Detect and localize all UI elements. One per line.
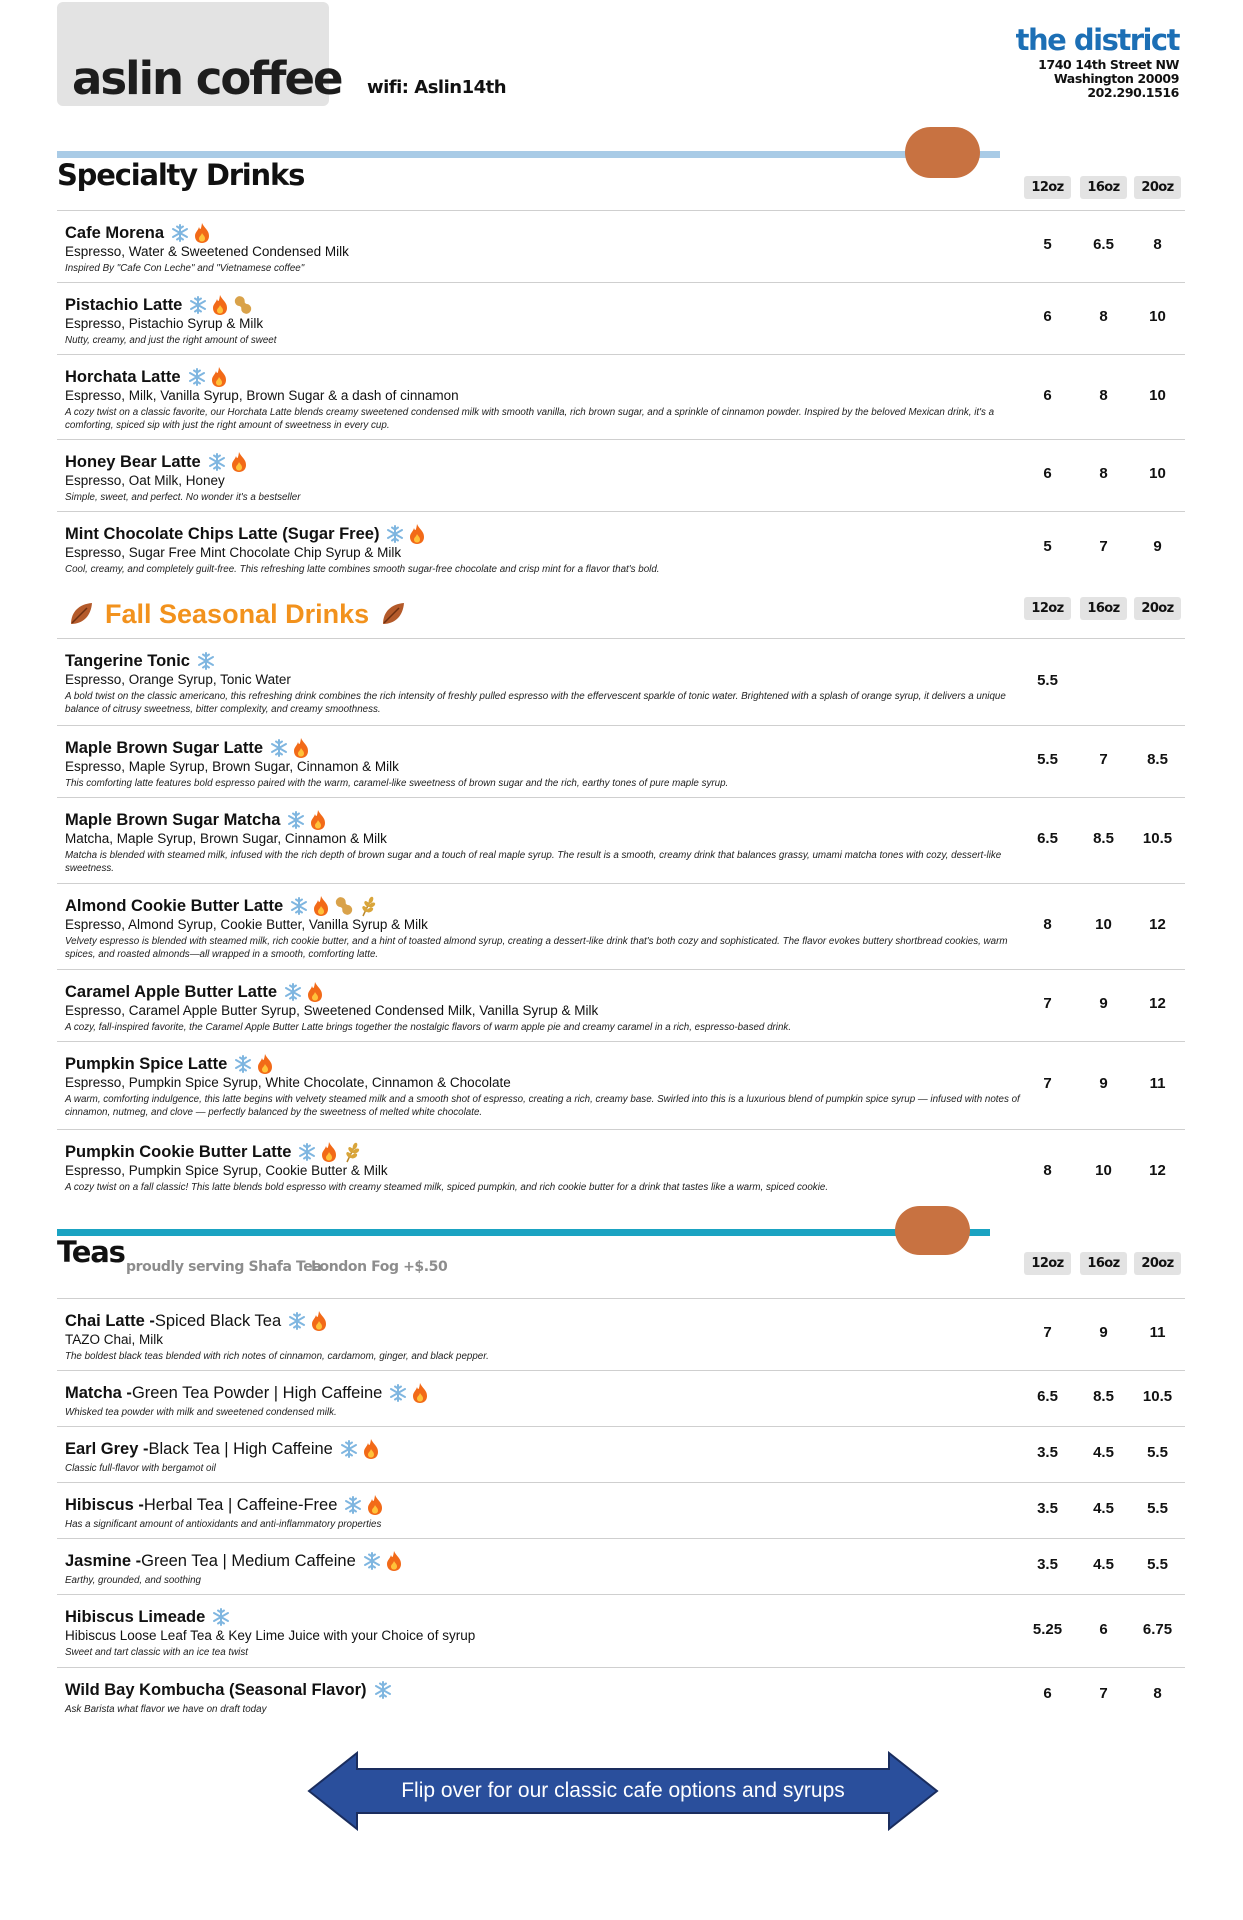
item-name: Jasmine - [65, 1552, 142, 1570]
item-icons [339, 1438, 381, 1460]
item-icons [373, 1680, 393, 1700]
item-icons [362, 1550, 404, 1572]
item-name-line [65, 1438, 1025, 1460]
item-name: Cafe Morena [65, 224, 165, 242]
menu-item-text [65, 650, 1025, 716]
item-name-line [65, 1679, 1025, 1701]
item-icons [343, 1494, 385, 1516]
peanut-icon [333, 895, 355, 917]
item-price-16oz: 4.5 [1093, 1444, 1114, 1461]
item-price-16oz: 7 [1099, 537, 1108, 555]
leaf-icon [67, 600, 95, 628]
item-icons [170, 222, 212, 244]
item-name: Tangerine Tonic [65, 652, 190, 670]
snowflake-icon [339, 1439, 359, 1459]
item-name: Honey Bear Latte [65, 453, 201, 471]
item-name: Mint Chocolate Chips Latte (Sugar Free) [65, 525, 380, 543]
specialty-title: Specialty Drinks [57, 158, 305, 192]
item-price-20oz: 12 [1149, 995, 1166, 1012]
item-name: Maple Brown Sugar Latte [65, 739, 264, 757]
london-fog-note: London Fog +$.50 [311, 1259, 448, 1275]
district-brand: the district [1015, 23, 1179, 57]
fire-icon [384, 1550, 404, 1572]
specialty-accent-pill [905, 127, 980, 178]
item-name: Matcha - [65, 1384, 132, 1402]
menu-item-text [65, 809, 1025, 875]
item-ingredients: Espresso, Pumpkin Spice Syrup, White Chocolate, Cinnamon & Chocolate [65, 1075, 511, 1090]
menu-item-text [65, 1606, 1025, 1659]
item-icons [289, 895, 379, 917]
size-label: 12oz [1024, 597, 1071, 620]
menu-item [57, 1426, 1185, 1482]
item-price-16oz: 8.5 [1093, 1388, 1114, 1405]
item-price-16oz: 10 [1095, 1162, 1112, 1179]
menu-item [57, 1667, 1185, 1723]
menu-item [57, 439, 1185, 511]
item-price-12oz: 6 [1043, 386, 1052, 404]
teas-title: Teas [57, 1235, 125, 1269]
item-icons [207, 451, 249, 473]
menu-item-text [65, 737, 1025, 790]
menu-item-text [65, 222, 1025, 275]
item-description: Nutty, creamy, and just the right amount of sweet [65, 335, 277, 346]
item-price-12oz: 6 [1043, 1685, 1052, 1702]
item-icons [233, 1053, 275, 1075]
fire-icon [229, 451, 249, 473]
wheat-icon [357, 895, 379, 917]
snowflake-icon [373, 1680, 393, 1700]
snowflake-icon [269, 738, 289, 758]
fire-icon [305, 981, 325, 1003]
item-ingredients: TAZO Chai, Milk [65, 1332, 164, 1347]
snowflake-icon [385, 524, 405, 544]
menu-item [57, 1482, 1185, 1538]
teas-divider-bar [57, 1229, 990, 1236]
item-price-20oz: 10 [1149, 308, 1166, 325]
logo: aslin coffee [72, 52, 342, 105]
size-label: 20oz [1134, 176, 1181, 199]
item-icons [283, 981, 325, 1003]
item-price-12oz: 8 [1043, 1162, 1052, 1179]
fire-icon [311, 895, 331, 917]
item-description: Velvety espresso is blended with steamed milk, rich cookie butter, and a hint of toasted almond syrup, creating a dessert-like drink that's both cozy and sophisticated. The flavor evokes buttery shortbread cookies, warm spices, and roasted almonds—all wrapped in a smooth, comforting latte. [65, 936, 1008, 960]
item-price-12oz: 7 [1043, 995, 1052, 1012]
item-price-16oz: 8.5 [1093, 830, 1114, 847]
item-ingredients: Espresso, Orange Syrup, Tonic Water [65, 672, 291, 687]
fire-icon [410, 1382, 430, 1404]
item-price-12oz: 8 [1043, 916, 1052, 933]
item-price-12oz: 7 [1043, 1075, 1052, 1092]
item-price-12oz: 5.5 [1037, 751, 1058, 768]
fire-icon [192, 222, 212, 244]
item-icons [211, 1607, 231, 1627]
item-name-line [65, 650, 1025, 672]
menu-item-text [65, 451, 1025, 504]
menu-item [57, 1370, 1185, 1426]
item-price-20oz: 12 [1149, 1162, 1166, 1179]
menu-item-text [65, 1382, 1025, 1419]
item-ingredients: Espresso, Milk, Vanilla Syrup, Brown Sugar & a dash of cinnamon [65, 388, 459, 403]
item-icons [188, 294, 254, 316]
item-price-16oz: 8 [1099, 308, 1108, 325]
item-name-line [65, 222, 1025, 244]
item-name: Caramel Apple Butter Latte [65, 983, 278, 1001]
menu-item [57, 1538, 1185, 1594]
item-price-16oz: 8 [1099, 386, 1108, 404]
item-price-20oz: 11 [1149, 1075, 1166, 1092]
item-name-line [65, 294, 1025, 316]
item-description: A cozy twist on a fall classic! This latte blends bold espresso with creamy steamed milk, spiced pumpkin, and rich cookie butter for a drink that tastes like a warm, spiced cookie. [65, 1182, 829, 1193]
item-name: Horchata Latte [65, 368, 181, 386]
item-icons [196, 651, 216, 671]
item-ingredients: Espresso, Pumpkin Spice Syrup, Cookie Butter & Milk [65, 1163, 388, 1178]
snowflake-icon [211, 1607, 231, 1627]
snowflake-icon [388, 1383, 408, 1403]
fire-icon [319, 1141, 339, 1163]
item-tea-type: Spiced Black Tea [154, 1312, 282, 1330]
item-tea-type: Black Tea | High Caffeine [148, 1440, 333, 1458]
item-price-12oz: 6.5 [1037, 1388, 1058, 1405]
item-tea-type: Green Tea | Medium Caffeine [141, 1552, 356, 1570]
item-name-line [65, 366, 1025, 388]
item-price-12oz: 6.5 [1037, 830, 1058, 847]
menu-item-text [65, 981, 1025, 1034]
menu-item-text [65, 1141, 1025, 1194]
fire-icon [209, 366, 229, 388]
flip-over-banner [307, 1751, 939, 1831]
item-description: Has a significant amount of antioxidants and anti-inflammatory properties [65, 1519, 382, 1530]
item-icons [187, 366, 229, 388]
size-label: 20oz [1134, 597, 1181, 620]
item-description: Cool, creamy, and completely guilt-free. This refreshing latte combines smooth sugar-free chocolate and crisp mint for a flavor that's bold. [65, 564, 660, 575]
item-name-line [65, 1382, 1025, 1404]
snowflake-icon [188, 295, 208, 315]
item-description: Classic full-flavor with bergamot oil [65, 1463, 216, 1474]
item-description: Matcha is blended with steamed milk, infused with the rich depth of brown sugar and a touch of real maple syrup. The result is a smooth, creamy drink that balances grassy, umami matcha tones with cozy, dessert-like sweetness. [65, 850, 1002, 874]
flip-over-text: Flip over for our classic cafe options and syrups [401, 1779, 845, 1802]
teas-subtitle: proudly serving Shafa Tea [126, 1259, 322, 1275]
item-name: Maple Brown Sugar Matcha [65, 811, 281, 829]
item-ingredients: Espresso, Almond Syrup, Cookie Butter, Vanilla Syrup & Milk [65, 917, 428, 932]
fire-icon [365, 1494, 385, 1516]
item-description: Earthy, grounded, and soothing [65, 1575, 201, 1586]
item-description: Whisked tea powder with milk and sweetened condensed milk. [65, 1407, 337, 1418]
fire-icon [308, 809, 328, 831]
snowflake-icon [170, 223, 190, 243]
fire-icon [210, 294, 230, 316]
item-ingredients: Espresso, Maple Syrup, Brown Sugar, Cinnamon & Milk [65, 759, 399, 774]
item-price-20oz: 10.5 [1142, 830, 1173, 847]
item-price-20oz: 5.5 [1147, 1500, 1168, 1517]
item-name-line [65, 981, 1025, 1003]
menu-item [57, 210, 1185, 282]
menu-item-text [65, 1494, 1025, 1531]
item-description: Simple, sweet, and perfect. No wonder it's a bestseller [65, 492, 301, 503]
item-name: Wild Bay Kombucha (Seasonal Flavor) [65, 1681, 367, 1699]
item-ingredients: Matcha, Maple Syrup, Brown Sugar, Cinnamon & Milk [65, 831, 387, 846]
phone-number: 202.290.1516 [1087, 85, 1179, 100]
item-tea-type: Herbal Tea | Caffeine-Free [143, 1496, 338, 1514]
snowflake-icon [286, 810, 306, 830]
fire-icon [309, 1310, 329, 1332]
menu-item [57, 638, 1185, 725]
item-price-12oz: 5 [1043, 537, 1052, 555]
snowflake-icon [283, 982, 303, 1002]
item-name-line [65, 1141, 1025, 1163]
menu-item [57, 1298, 1185, 1370]
item-name-line [65, 523, 1025, 545]
item-price-12oz: 3.5 [1037, 1556, 1058, 1573]
item-price-16oz: 6 [1099, 1620, 1108, 1638]
item-description: A cozy twist on a classic favorite, our Horchata Latte blends creamy sweetened condensed milk with smooth vanilla, rich brown sugar, and a sprinkle of cinnamon powder. Inspired by the beloved Mexican drink, it's a comforting, spiced sip with just the right amount of sweetness in every cup. [65, 407, 995, 431]
item-price-20oz: 11 [1149, 1324, 1166, 1341]
item-ingredients: Espresso, Caramel Apple Butter Syrup, Sweetened Condensed Milk, Vanilla Syrup & Milk [65, 1003, 599, 1018]
item-price-16oz: 10 [1095, 916, 1112, 933]
menu-item [57, 797, 1185, 883]
menu-item-text [65, 294, 1025, 347]
menu-item [57, 282, 1185, 354]
size-label: 20oz [1134, 1252, 1181, 1275]
item-name-line [65, 737, 1025, 759]
menu-item-text [65, 1679, 1025, 1716]
item-price-16oz: 9 [1099, 995, 1108, 1012]
address-line2: Washington 20009 [1053, 71, 1179, 86]
snowflake-icon [297, 1142, 317, 1162]
item-name-line [65, 1606, 1025, 1628]
item-price-12oz: 7 [1043, 1324, 1052, 1341]
item-price-12oz: 3.5 [1037, 1500, 1058, 1517]
leaf-icon [379, 600, 407, 628]
fall-title: Fall Seasonal Drinks [105, 598, 370, 629]
menu-item-text [65, 1550, 1025, 1587]
menu-item [57, 354, 1185, 439]
item-price-12oz: 5 [1043, 236, 1052, 253]
item-description: A bold twist on the classic americano, this refreshing drink combines the rich intensity of freshly pulled espresso with the effervescent sparkle of tonic water. Brightened with a splash of orange syrup, it delivers a unique balance of citrusy sweetness, bitter complexity, and creamy smoothness. [65, 691, 1006, 715]
item-ingredients: Espresso, Water & Sweetened Condensed Milk [65, 244, 349, 259]
item-name: Hibiscus Limeade [65, 1608, 206, 1626]
size-label: 16oz [1080, 176, 1127, 199]
item-description: Ask Barista what flavor we have on draft today [65, 1704, 267, 1715]
item-price-20oz: 10.5 [1142, 1388, 1173, 1405]
item-price-20oz: 8 [1153, 1685, 1162, 1702]
address-line1: 1740 14th Street NW [1038, 57, 1179, 72]
item-price-12oz: 3.5 [1037, 1444, 1058, 1461]
snowflake-icon [287, 1311, 307, 1331]
item-description: A warm, comforting indulgence, this latte begins with velvety steamed milk and a smooth shot of espresso, creating a rich, creamy base. Swirled into this is a luxurious blend of pumpkin spice syrup — infused with notes of cinnamon, nutmeg, and clove — perfectly balanced by the sweetness of melted white chocolate. [65, 1094, 1020, 1118]
item-name: Pumpkin Spice Latte [65, 1055, 228, 1073]
item-ingredients: Espresso, Pistachio Syrup & Milk [65, 316, 264, 331]
item-price-12oz: 6 [1043, 465, 1052, 482]
wifi-label: wifi: Aslin14th [367, 77, 507, 98]
item-icons [287, 1310, 329, 1332]
menu-item-text [65, 1438, 1025, 1475]
item-name-line [65, 451, 1025, 473]
item-price-16oz: 7 [1099, 1685, 1108, 1702]
item-price-20oz: 10 [1149, 386, 1166, 404]
item-name-line [65, 1310, 1025, 1332]
menu-item-text [65, 523, 1025, 576]
item-price-20oz: 10 [1149, 465, 1166, 482]
item-price-16oz: 4.5 [1093, 1556, 1114, 1573]
menu-item [57, 1041, 1185, 1129]
fire-icon [255, 1053, 275, 1075]
size-label: 16oz [1080, 597, 1127, 620]
item-price-16oz: 9 [1099, 1075, 1108, 1092]
item-description: Inspired By "Cafe Con Leche" and "Vietnamese coffee" [65, 263, 305, 274]
district-info [1016, 22, 1179, 100]
item-name: Hibiscus - [65, 1496, 144, 1514]
size-label: 16oz [1080, 1252, 1127, 1275]
item-tea-type: Green Tea Powder | High Caffeine [131, 1384, 383, 1402]
item-name: Almond Cookie Butter Latte [65, 897, 284, 915]
item-name-line [65, 895, 1025, 917]
item-name: Chai Latte - [65, 1312, 155, 1330]
item-name: Pumpkin Cookie Butter Latte [65, 1143, 292, 1161]
menu-item-text [65, 366, 1025, 432]
item-description: Sweet and tart classic with an ice tea twist [65, 1647, 248, 1658]
menu-item [57, 1129, 1185, 1215]
snowflake-icon [196, 651, 216, 671]
item-name-line [65, 809, 1025, 831]
item-icons [286, 809, 328, 831]
fall-title-group [67, 594, 407, 634]
snowflake-icon [187, 367, 207, 387]
item-icons [388, 1382, 430, 1404]
menu-item [57, 725, 1185, 797]
item-price-20oz: 8 [1153, 236, 1162, 253]
wheat-icon [341, 1141, 363, 1163]
item-ingredients: Espresso, Sugar Free Mint Chocolate Chip Syrup & Milk [65, 545, 402, 560]
menu-item [57, 1594, 1185, 1667]
item-price-20oz: 5.5 [1147, 1444, 1168, 1461]
item-price-16oz: 7 [1099, 751, 1108, 768]
menu-item-text [65, 1053, 1025, 1119]
item-name-line [65, 1053, 1025, 1075]
fire-icon [361, 1438, 381, 1460]
item-description: A cozy, fall-inspired favorite, the Caramel Apple Butter Latte brings together the nostalgic flavors of warm apple pie and creamy caramel in a rich, espresso-based drink. [65, 1022, 792, 1033]
item-price-20oz: 12 [1149, 916, 1166, 933]
item-price-20oz: 8.5 [1147, 751, 1168, 768]
item-ingredients: Espresso, Oat Milk, Honey [65, 473, 225, 488]
item-price-12oz: 5.25 [1032, 1620, 1063, 1638]
fire-icon [291, 737, 311, 759]
item-description: This comforting latte features bold espresso paired with the warm, caramel-like sweetness of brown sugar and the rich, earthy tones of pure maple syrup. [65, 778, 729, 789]
item-icons [297, 1141, 363, 1163]
snowflake-icon [343, 1495, 363, 1515]
snowflake-icon [207, 452, 227, 472]
item-price-16oz: 6.5 [1093, 236, 1114, 253]
size-label: 12oz [1024, 1252, 1071, 1275]
item-price-20oz: 9 [1153, 537, 1162, 555]
item-price-12oz: 6 [1043, 308, 1052, 325]
item-price-12oz: 5.5 [1037, 671, 1058, 689]
snowflake-icon [362, 1551, 382, 1571]
item-price-16oz: 8 [1099, 465, 1108, 482]
item-price-20oz: 6.75 [1142, 1620, 1173, 1638]
menu-item-text [65, 895, 1025, 961]
item-name: Pistachio Latte [65, 296, 183, 314]
menu-item [57, 511, 1185, 584]
item-price-16oz: 4.5 [1093, 1500, 1114, 1517]
item-description: The boldest black teas blended with rich notes of cinnamon, cardamom, ginger, and black pepper. [65, 1351, 489, 1362]
menu-item [57, 883, 1185, 969]
item-icons [385, 523, 427, 545]
item-name-line [65, 1494, 1025, 1516]
menu-item-text [65, 1310, 1025, 1363]
snowflake-icon [233, 1054, 253, 1074]
specialty-divider-bar [57, 151, 1000, 158]
item-name-line [65, 1550, 1025, 1572]
item-icons [269, 737, 311, 759]
item-ingredients: Hibiscus Loose Leaf Tea & Key Lime Juice with your Choice of syrup [65, 1628, 476, 1643]
item-price-16oz: 9 [1099, 1324, 1108, 1341]
item-price-20oz: 5.5 [1147, 1556, 1168, 1573]
peanut-icon [232, 294, 254, 316]
menu-item [57, 969, 1185, 1041]
fire-icon [407, 523, 427, 545]
snowflake-icon [289, 896, 309, 916]
item-name: Earl Grey - [65, 1440, 149, 1458]
size-label: 12oz [1024, 176, 1071, 199]
